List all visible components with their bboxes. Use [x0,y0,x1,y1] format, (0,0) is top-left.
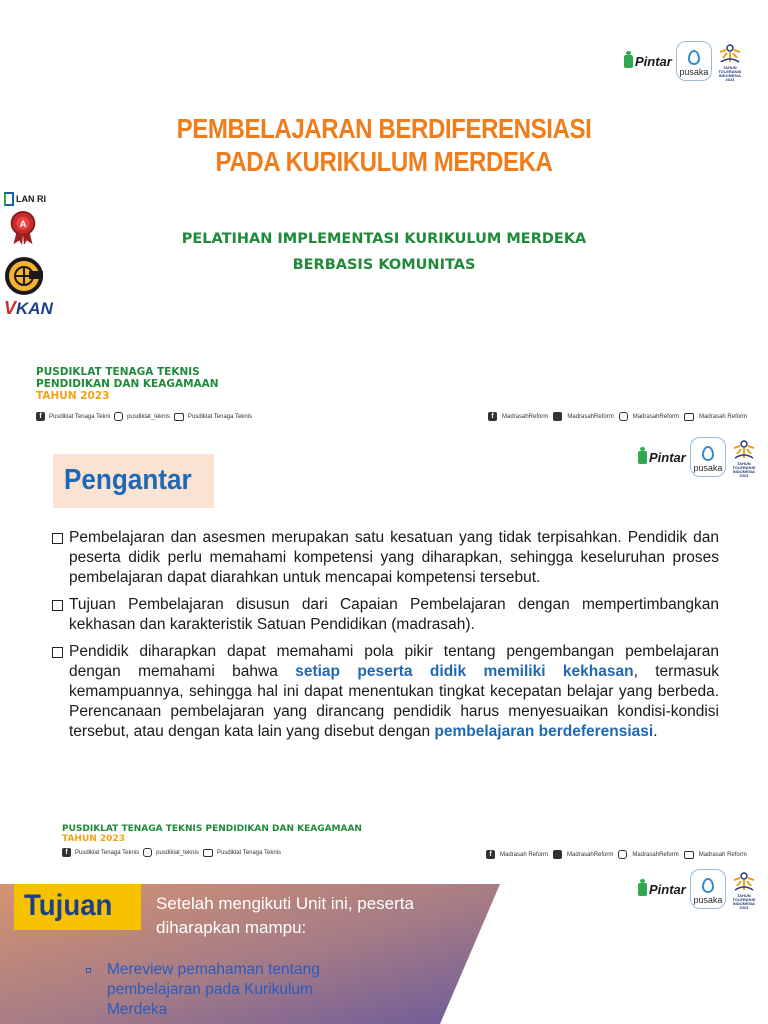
list-item: Tujuan Pembelajaran disusun dari Capaian Pembelajaran dengan mempertimbangkan kekhasan dan karakteristik Satuan Pendidikan (madrasah). [52,595,719,635]
pusaka-logo: pusaka [690,437,726,477]
highlight-text: setiap peserta didik memiliki kekhasan [295,663,634,680]
tahun-toleransi-logo: TAHUN TOLERANSI INDONESIA 2023 [730,868,758,910]
kan-logo: V KAN [4,298,53,318]
checkbox-bullet-icon [52,533,63,544]
footer-organization: PUSDIKLAT TENAGA TEKNIS PENDIDIKAN DAN KEAGAMAAN TAHUN 2023 [36,366,219,402]
youtube-icon [174,413,184,421]
lan-ri-logo: LAN RI [4,192,60,206]
facebook-icon: f [36,412,45,421]
facebook-icon: f [62,848,71,857]
checkbox-bullet-icon [52,647,63,658]
footer-socials-right: f Madrasah Reform MadrasahReform MadrasahReform Madrasah Reform [486,850,747,859]
pusaka-logo: pusaka [690,869,726,909]
youtube-icon [203,849,213,857]
slide-subtitle: PELATIHAN IMPLEMENTASI KURIKULUM MERDEKA BERBASIS KOMUNITAS [181,231,587,273]
pintar-logo: Pintar [624,54,672,69]
twitter-icon [553,412,562,421]
cover-slide [0,0,768,432]
instagram-icon [618,850,627,859]
slide-title: PEMBELAJARAN BERDIFERENSIASI PADA KURIKULUM MERDEKA [176,113,592,177]
partner-logos [638,436,758,478]
footer-socials-right: f MadrasahReform MadrasahReform MadrasahReform Madrasah Reform [488,412,747,421]
instagram-icon [619,412,628,421]
list-item: Pembelajaran dan asesmen merupakan satu kesatuan yang tidak terpisahkan. Pendidik dan peserta didik perlu memahami kompetensi yang diharapkan, sehingga keseluruhan proses pembelajaran dapat diarahkan untuk mencapai kompetensi tersebut. [52,528,719,588]
highlight-text: pembelajaran berdeferensiasi [434,723,654,740]
bullet-list [52,528,719,749]
pusaka-logo: pusaka [676,41,712,81]
list-item: Mereview pemahaman tentang pembelajaran pada Kurikulum Merdeka [86,960,376,1020]
facebook-icon: f [488,412,497,421]
intro-text: Setelah mengikuti Unit ini, peserta diharapkan mampu: [156,894,414,937]
footer-socials-left: f Pusdiklat Tenaga Teknis pusdiklat_teknis Pusdiklat Tenaga Teknis [62,848,281,857]
objective-list [86,960,376,1020]
facebook-icon: f [486,850,495,859]
svg-text:A: A [19,219,27,231]
checkbox-bullet-icon [52,600,63,611]
pengantar-slide [0,432,768,864]
list-item: Pendidik diharapkan dapat memahami pola pikir tentang pengembangan pembelajaran dengan memahami bahwa setiap peserta didik memiliki kekhasan, termasuk kemampuannya, sehingga hal ini dapat menentukan tingkat kecepatan belajar yang berbeda. Perencanaan pembelajaran yang dirancang pendidik harus menyesuaikan kondisi-kondisi tersebut, atau dengan kata lain yang disebut dengan pembelajaran berdeferensiasi. [52,642,719,742]
footer-organization: PUSDIKLAT TENAGA TEKNIS PENDIDIKAN DAN KEAGAMAAN TAHUN 2023 [62,824,362,844]
square-bullet-icon [86,968,91,973]
partner-logos [624,40,744,82]
partner-logos [638,868,758,910]
instagram-icon [143,848,152,857]
youtube-icon [684,851,694,859]
footer-socials-left: f Pusdiklat Tenaga Tekni pusdiklat_teknis Pusdiklat Tenaga Teknis [36,412,252,421]
twitter-icon [553,850,562,859]
tujuan-slide [0,864,768,1024]
section-heading: Tujuan [24,889,113,922]
section-heading: Pengantar [64,464,192,496]
pintar-logo: Pintar [638,450,686,465]
pintar-logo: Pintar [638,882,686,897]
instagram-icon [114,412,123,421]
iso-certification-icon [4,256,48,296]
accreditation-logos [4,192,60,319]
accreditation-badge-icon [8,210,38,246]
youtube-icon [684,413,694,421]
tahun-toleransi-logo: TAHUN TOLERANSI INDONESIA 2023 [730,436,758,478]
tahun-toleransi-logo: TAHUN TOLERANSI INDONESIA 2023 [716,40,744,82]
